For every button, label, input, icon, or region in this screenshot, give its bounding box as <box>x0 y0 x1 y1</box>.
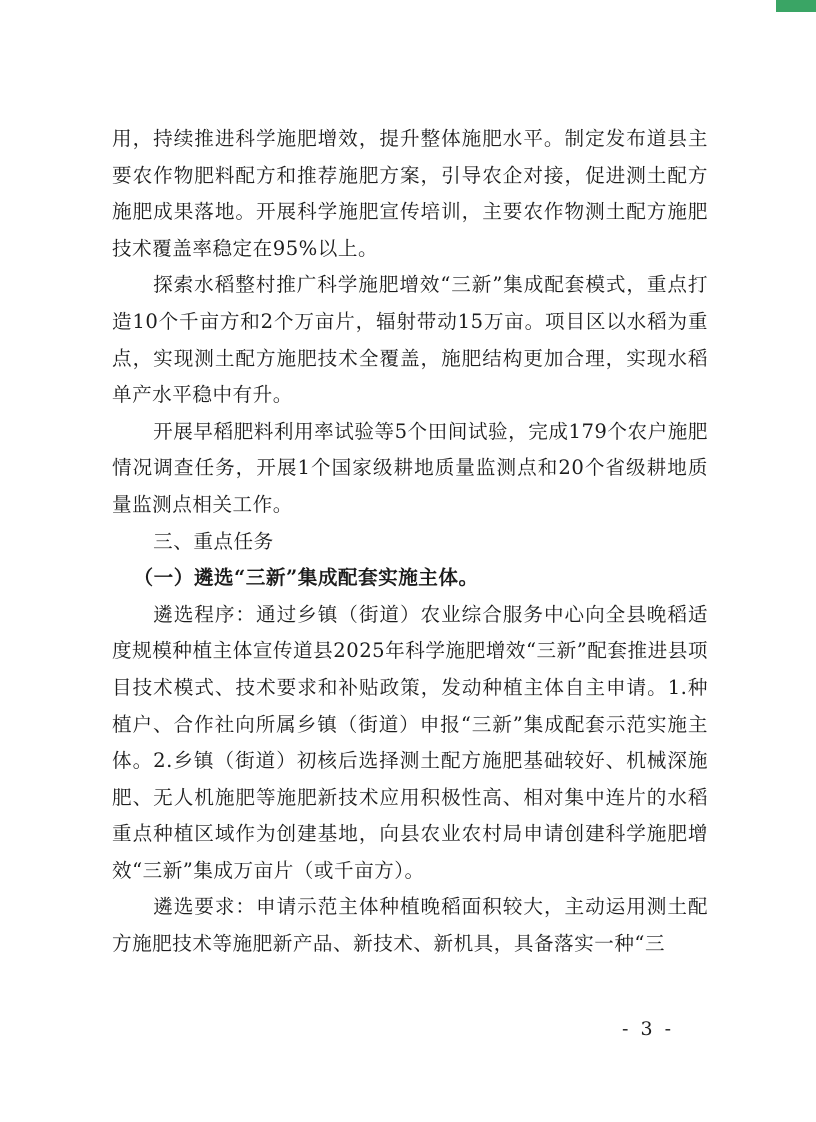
page-number: - 3 - <box>622 1018 675 1040</box>
requirements-text: 申请示范主体种植晚稻面积较大，主动运用测土配方施肥技术等施肥新产品、新技术、新机具，具备落实一种“三 <box>112 895 709 956</box>
procedure-text: 通过乡镇（街道）农业综合服务中心向全县晚稻适度规模种植主体宣传道县2025年科学施肥增效“三新”配套推进县项目技术模式、技术要求和补贴政策，发动种植主体自主申请。1.种植户、合作社向所属乡镇（街道）申报“三新”集成配套示范实施主体。2.乡镇（街道）初核后选择测土配方施肥基础较好、机械深施肥、无人机施肥等施肥新技术应用积极性高、相对集中连片的水稻重点种植区域作为创建基地，向县农业农村局申请创建科学施肥增效“三新”集成万亩片（或千亩方）。 <box>112 602 709 882</box>
paragraph-field-trials: 开展早稻肥料利用率试验等5个田间试验，完成179个农户施肥情况调查任务，开展1个国家级耕地质量监测点和20个省级耕地质量监测点相关工作。 <box>112 419 708 516</box>
paragraph-pilot-model: 探索水稻整村推广科学施肥增效“三新”集成配套模式，重点打造10个千亩方和2个万亩片，辐射带动15万亩。项目区以水稻为重点，实现测土配方施肥技术全覆盖，施肥结构更加合理，实现水稻单产水平稳中有升。 <box>112 273 708 407</box>
section-heading: 三、重点任务 <box>153 529 274 553</box>
corner-mark <box>776 0 816 12</box>
sub-heading: （一）遴选“三新”集成配套实施主体。 <box>133 566 479 590</box>
paragraph-selection-procedure <box>112 597 708 890</box>
procedure-label: 遴选程序： <box>153 602 256 626</box>
document-body <box>112 121 708 963</box>
paragraph-selection-requirements <box>112 889 708 962</box>
paragraph-continued: 用，持续推进科学施肥增效，提升整体施肥水平。制定发布道县主要农作物肥料配方和推荐施肥方案，引导农企对接，促进测土配方施肥成果落地。开展科学施肥宣传培训，主要农作物测土配方施肥技术覆盖率稳定在95%以上。 <box>112 127 708 260</box>
requirements-label: 遴选要求： <box>153 895 256 919</box>
